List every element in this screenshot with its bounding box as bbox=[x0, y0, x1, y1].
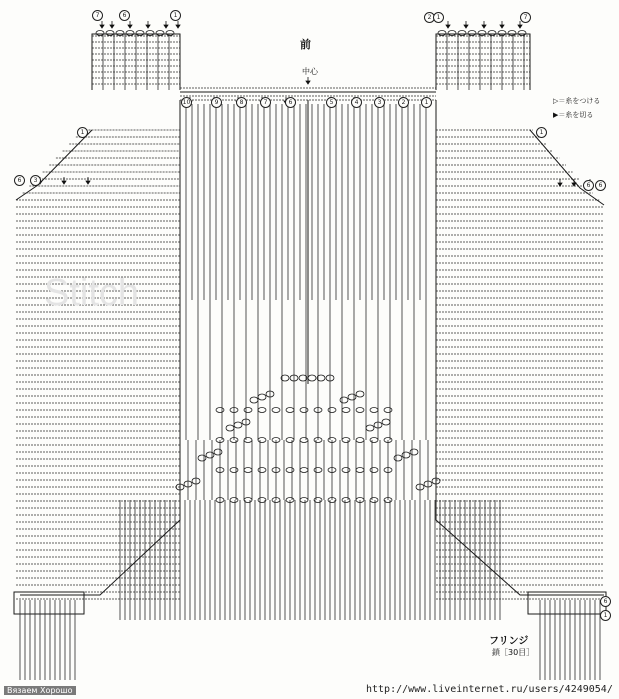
chain-loop bbox=[328, 408, 336, 413]
chain-loop bbox=[458, 31, 466, 36]
chain-loop bbox=[272, 408, 280, 413]
chain-loop bbox=[300, 498, 308, 503]
chain-loop bbox=[230, 468, 238, 473]
start-arrow bbox=[500, 25, 504, 28]
legend-join-thread: ▷＝糸をつける bbox=[553, 97, 601, 105]
right-shoulder-outline bbox=[436, 34, 530, 90]
row-number-marker: 10 bbox=[182, 99, 191, 106]
start-arrow bbox=[558, 183, 562, 186]
row-number-marker: 8 bbox=[236, 97, 247, 108]
chain-loop bbox=[156, 31, 164, 36]
chain-loop bbox=[258, 394, 266, 400]
start-arrow bbox=[446, 25, 450, 28]
start-arrow bbox=[86, 181, 90, 184]
chain-loop bbox=[340, 397, 348, 403]
start-arrow bbox=[482, 25, 486, 28]
chain-loop bbox=[166, 31, 174, 36]
start-arrow bbox=[62, 181, 66, 184]
chain-loop bbox=[468, 31, 476, 36]
source-url: http://www.liveinternet.ru/users/4249054/ bbox=[366, 684, 613, 695]
chain-loop bbox=[116, 31, 124, 36]
start-arrow bbox=[164, 25, 168, 28]
row-number-marker: 9 bbox=[211, 97, 222, 108]
chain-loop bbox=[300, 408, 308, 413]
chain-loop bbox=[206, 452, 214, 458]
chain-loop bbox=[438, 31, 446, 36]
chain-loop bbox=[96, 31, 104, 36]
row-number-marker: 1 bbox=[433, 12, 444, 23]
row-number-marker: 1 bbox=[170, 10, 181, 21]
chain-loop bbox=[370, 438, 378, 443]
chain-loop bbox=[250, 397, 258, 403]
row-number-marker: 6 bbox=[14, 175, 25, 186]
row-number-marker: 6 bbox=[583, 180, 594, 191]
start-arrow bbox=[146, 25, 150, 28]
chain-loop bbox=[356, 391, 364, 397]
row-number-marker: 6 bbox=[600, 596, 611, 607]
chain-loop bbox=[342, 438, 350, 443]
chain-loop bbox=[126, 31, 134, 36]
chain-loop bbox=[258, 468, 266, 473]
chain-loop bbox=[384, 408, 392, 413]
legend-cut-thread: ▶＝糸を切る bbox=[553, 111, 594, 119]
row-number-marker: 7 bbox=[520, 12, 531, 23]
row-number-marker: 1 bbox=[600, 610, 611, 621]
chain-loop bbox=[244, 408, 252, 413]
chain-loop bbox=[300, 468, 308, 473]
row-number-marker: 4 bbox=[351, 97, 362, 108]
start-arrow bbox=[518, 25, 522, 28]
row-number-marker: 1 bbox=[77, 127, 88, 138]
row-number-marker: 2 bbox=[424, 12, 435, 23]
chain-loop bbox=[286, 438, 294, 443]
chain-loop bbox=[244, 438, 252, 443]
chain-loop bbox=[230, 498, 238, 503]
chain-loop bbox=[366, 425, 374, 431]
chain-loop bbox=[356, 408, 364, 413]
start-arrow bbox=[100, 25, 104, 28]
chain-loop bbox=[286, 468, 294, 473]
ghost-watermark: Stitch bbox=[44, 272, 140, 314]
chain-loop bbox=[348, 394, 356, 400]
chain-loop bbox=[402, 452, 410, 458]
chain-loop bbox=[508, 31, 516, 36]
row-number-marker: 5 bbox=[326, 97, 337, 108]
fringe-note: 鎖［30目］ bbox=[492, 648, 535, 657]
row-number-marker: 6 bbox=[595, 180, 606, 191]
chain-loop bbox=[308, 375, 316, 381]
center-label: 中心 bbox=[302, 67, 318, 76]
right-sleeve-slope bbox=[530, 130, 604, 205]
chain-loop bbox=[146, 31, 154, 36]
chain-loop bbox=[382, 419, 390, 425]
start-arrow bbox=[572, 183, 576, 186]
row-number-marker: 2 bbox=[398, 97, 409, 108]
chain-loop bbox=[258, 438, 266, 443]
chain-loop bbox=[370, 408, 378, 413]
chain-loop bbox=[394, 455, 402, 461]
chain-loop bbox=[244, 468, 252, 473]
chain-loop bbox=[342, 408, 350, 413]
chain-loop bbox=[106, 31, 114, 36]
chain-loop bbox=[370, 498, 378, 503]
right-side-seam bbox=[436, 100, 604, 595]
chain-loop bbox=[314, 468, 322, 473]
row-number-marker: 6 bbox=[119, 10, 130, 21]
fringe-label: フリンジ bbox=[489, 636, 529, 647]
chain-loop bbox=[216, 408, 224, 413]
row-number-marker: 1 bbox=[421, 97, 432, 108]
chain-loop bbox=[356, 468, 364, 473]
chain-loop bbox=[258, 408, 266, 413]
left-side-seam bbox=[20, 100, 180, 595]
start-arrow bbox=[464, 25, 468, 28]
chain-loop bbox=[226, 425, 234, 431]
chain-loop bbox=[286, 408, 294, 413]
chain-loop bbox=[478, 31, 486, 36]
chain-loop bbox=[342, 468, 350, 473]
site-watermark: Вязаем Хорошо bbox=[4, 686, 76, 695]
row-number-marker: 6 bbox=[285, 97, 296, 108]
chain-loop bbox=[300, 438, 308, 443]
row-number-marker: 3 bbox=[30, 175, 41, 186]
row-number-marker: 7 bbox=[92, 10, 103, 21]
start-arrow bbox=[176, 25, 180, 28]
chain-loop bbox=[448, 31, 456, 36]
start-arrow bbox=[128, 25, 132, 28]
chain-loop bbox=[198, 455, 206, 461]
chain-loop bbox=[356, 438, 364, 443]
chain-loop bbox=[410, 449, 418, 455]
center-arrow bbox=[306, 81, 310, 84]
chart-title: 前 bbox=[300, 38, 311, 51]
row-number-marker: 7 bbox=[260, 97, 271, 108]
start-arrow bbox=[110, 25, 114, 28]
chain-loop bbox=[488, 31, 496, 36]
chain-loop bbox=[342, 498, 350, 503]
chain-loop bbox=[370, 468, 378, 473]
chain-loop bbox=[234, 422, 242, 428]
chain-loop bbox=[136, 31, 144, 36]
row-number-marker: 3 bbox=[374, 97, 385, 108]
chain-loop bbox=[518, 31, 526, 36]
chain-loop bbox=[214, 449, 222, 455]
row-number-marker: 1 bbox=[536, 127, 547, 138]
